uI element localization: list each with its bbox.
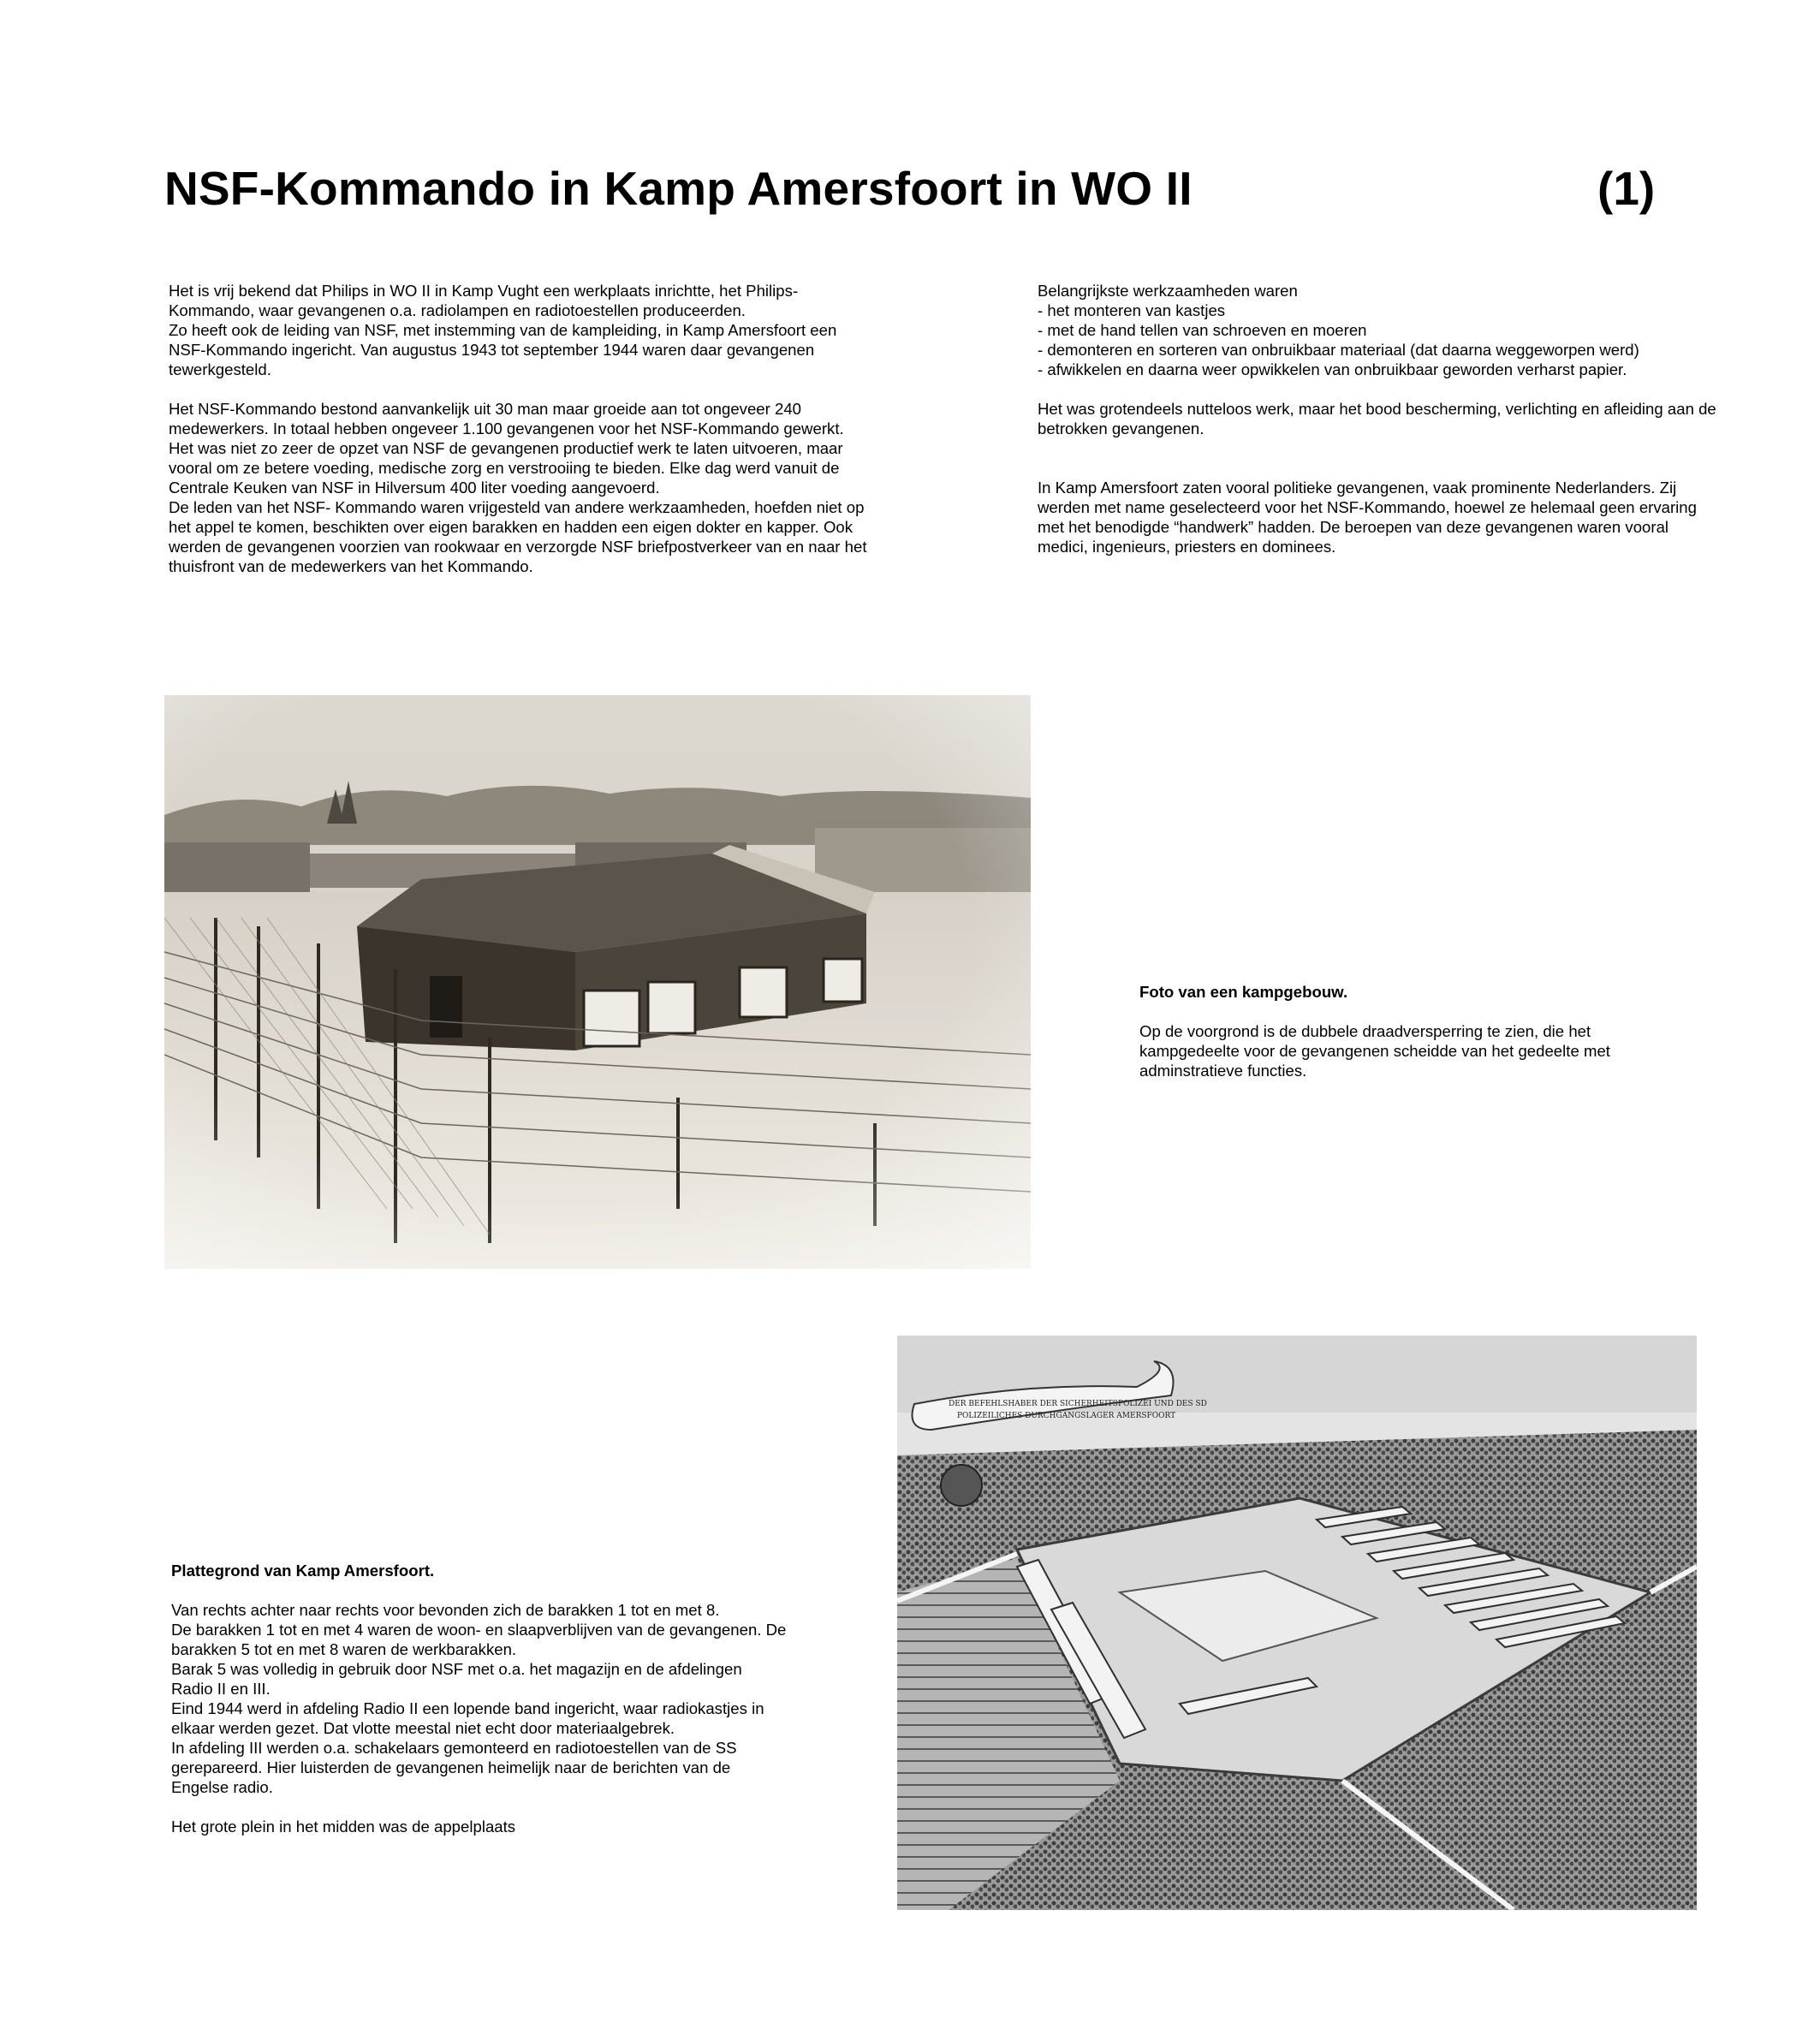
prisoners-paragraph: In Kamp Amersfoort zaten vooral politieke gevangenen, vaak prominente Nederlanders. Zij werden met name geselecteerd voor het NSF-Kommando, hoewel ze helemaal geen ervaring met het benodigde “handwerk” hadden. De beroepen van deze gevangenen waren vooral medici, ingenieurs, priesters en dominees.: [1038, 479, 1697, 556]
map-caption-text: Van rechts achter naar rechts voor bevonden zich de barakken 1 tot en met 8. De barakken 1 tot en met 4 waren de woon- en slaapverblijven van de gevangenen. De barakken 5 tot en met 8 waren de werkbarakken. Barak 5 was volledig in gebruik door NSF met o.a. het magazijn en de afdelingen Radio II en III. Eind 1944 werd in afdeling Radio II een lopende band ingericht, waar radiokastjes in elkaar werden gezet. Dat vlotte meestal niet echt door materiaalgebrek. In afdeling III werden o.a. schakelaars gemonteerd en radiotoestellen van de SS gerepareerd. Hier luisterden de gevangenen heimelijk naar de berichten van de Engelse radio.: [171, 1601, 787, 1796]
intro-paragraph-1: Het is vrij bekend dat Philips in WO II in Kamp Vught een werkplaats inrichtte, het Philips-Kommando, waar gevangenen o.a. radiolampen en radiotoestellen produceerden. Zo heeft ook de leiding van NSF, met instemming van de kampleiding, in Kamp Amersfoort een NSF-Kommando ingericht. Van augustus 1943 tot september 1944 waren daar gevangenen tewerkgesteld.: [169, 282, 837, 378]
work-text-column: [1038, 281, 1722, 556]
photo-caption-title: Foto van een kampgebouw.: [1139, 983, 1348, 1001]
work-list-paragraph: Belangrijkste werkzaamheden waren - het monteren van kastjes - met de hand tellen van schroeven en moeren - demonteren en sorteren van onbruikbaar materiaal (dat daarna weggeworpen werd) - afwikkelen en daarna weer opwikkelen van onbruikbaar geworden verharst papier.: [1038, 282, 1639, 378]
intro-paragraph-2: Het NSF-Kommando bestond aanvankelijk uit 30 man maar groeide aan tot ongeveer 240 medewerkers. In totaal hebben ongeveer 1.100 gevangenen voor het NSF-Kommando gewerkt. Het was niet zo zeer de opzet van NSF de gevangenen productief werk te laten uitvoeren, maar vooral om ze betere voeding, medische zorg en verstrooiing te bieden. Elke dag werd vanuit de Centrale Keuken van NSF in Hilversum 400 liter voeding aangevoerd. De leden van het NSF- Kommando waren vrijgesteld van andere werkzaamheden, hoefden niet op het appel te komen, beschikten over eigen barakken en hadden een eigen dokter en kapper. Ook werden de gevangenen voorzien van rookwaar en verzorgde NSF briefpostverkeer van en naar het thuisfront van de medewerkers van het Kommando.: [169, 400, 867, 575]
map-caption: [171, 1561, 788, 1836]
photo-caption: [1139, 982, 1687, 1080]
map-caption-footer: Het grote plein in het midden was de appelplaats: [171, 1818, 516, 1836]
eagle-emblem-icon: [941, 1465, 982, 1506]
map-caption-title: Plattegrond van Kamp Amersfoort.: [171, 1562, 435, 1580]
map-banner-line2: POLIZEILICHES DURCHGANGSLAGER AMERSFOORT: [957, 1412, 1176, 1420]
map-banner-line1: DER BEFEHLSHABER DER SICHERHEITSPOLIZEI UND DES SD: [949, 1400, 1207, 1408]
camp-aerial-drawing: [897, 1336, 1697, 1910]
work-purpose-paragraph: Het was grotendeels nutteloos werk, maar het bood bescherming, verlichting en afleiding aan de betrokken gevangenen.: [1038, 400, 1716, 437]
camp-building-photo: [164, 695, 1031, 1269]
intro-text-column: [169, 281, 871, 576]
page-number: (1): [1597, 162, 1656, 215]
page-title: NSF-Kommando in Kamp Amersfoort in WO II: [164, 162, 1193, 215]
photo-caption-text: Op de voorgrond is de dubbele draadversperring te zien, die het kampgedeelte voor de gevangenen scheidde van het gedeelte met adminstratieve functies.: [1139, 1022, 1610, 1080]
